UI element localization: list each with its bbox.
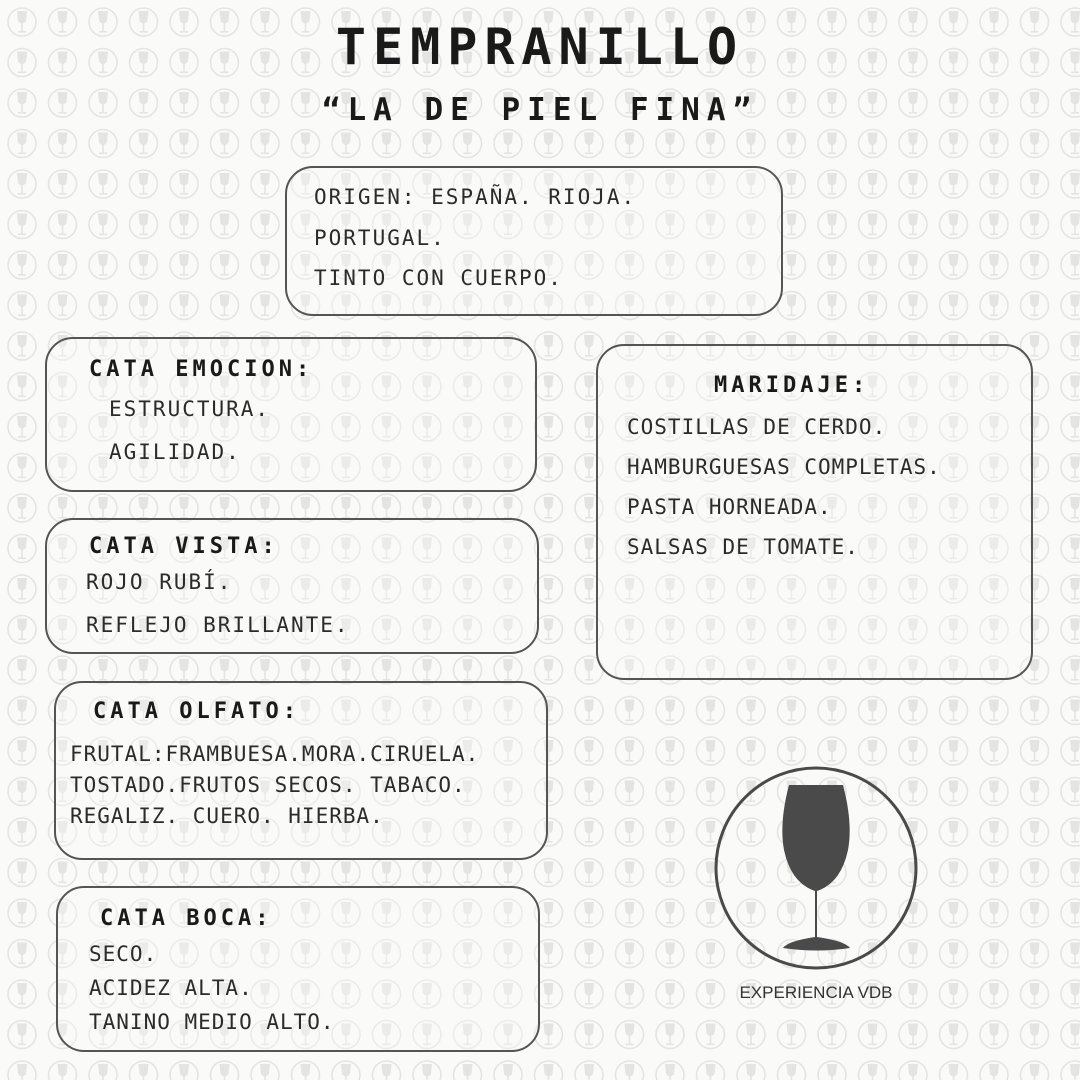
maridaje-heading: MARIDAJE: [714,373,870,398]
maridaje-card [596,344,1033,680]
cata-emocion-line: AGILIDAD. [109,440,241,464]
maridaje-line: PASTA HORNEADA. [627,495,832,519]
origin-card [285,166,783,316]
cata-boca-line: ACIDEZ ALTA. [89,976,253,1000]
page-title: TEMPRANILLO [335,18,745,76]
cata-boca-card [56,886,540,1052]
cata-emocion-card [45,337,537,492]
cata-boca-heading: CATA BOCA: [100,906,273,931]
cata-vista-line: ROJO RUBÍ. [86,570,233,594]
maridaje-line: SALSAS DE TOMATE. [627,535,859,559]
maridaje-line: COSTILLAS DE CERDO. [627,415,887,439]
origin-line: PORTUGAL. [314,226,446,250]
cata-olfato-heading: CATA OLFATO: [93,699,300,724]
wine-glass-icon [713,765,919,971]
cata-olfato-card [54,681,548,860]
origin-line: ORIGEN: ESPAÑA. RIOJA. [314,185,637,209]
maridaje-line: HAMBURGUESAS COMPLETAS. [627,455,941,479]
cata-emocion-line: ESTRUCTURA. [109,397,271,421]
page-subtitle: “LA DE PIEL FINA” [321,92,759,128]
cata-vista-heading: CATA VISTA: [89,534,279,559]
cata-boca-line: SECO. [89,942,158,966]
cata-vista-card [45,518,539,654]
cata-boca-line: TANINO MEDIO ALTO. [89,1010,335,1034]
origin-line: TINTO CON CUERPO. [314,266,563,290]
cata-olfato-line: TOSTADO.FRUTOS SECOS. TABACO. [70,773,466,797]
cata-olfato-line: REGALIZ. CUERO. HIERBA. [70,804,384,828]
brand-label: EXPERIENCIA VDB [739,983,893,1002]
cata-olfato-line: FRUTAL:FRAMBUESA.MORA.CIRUELA. [70,742,480,766]
cata-vista-line: REFLEJO BRILLANTE. [86,613,350,637]
cata-emocion-heading: CATA EMOCION: [89,357,314,382]
